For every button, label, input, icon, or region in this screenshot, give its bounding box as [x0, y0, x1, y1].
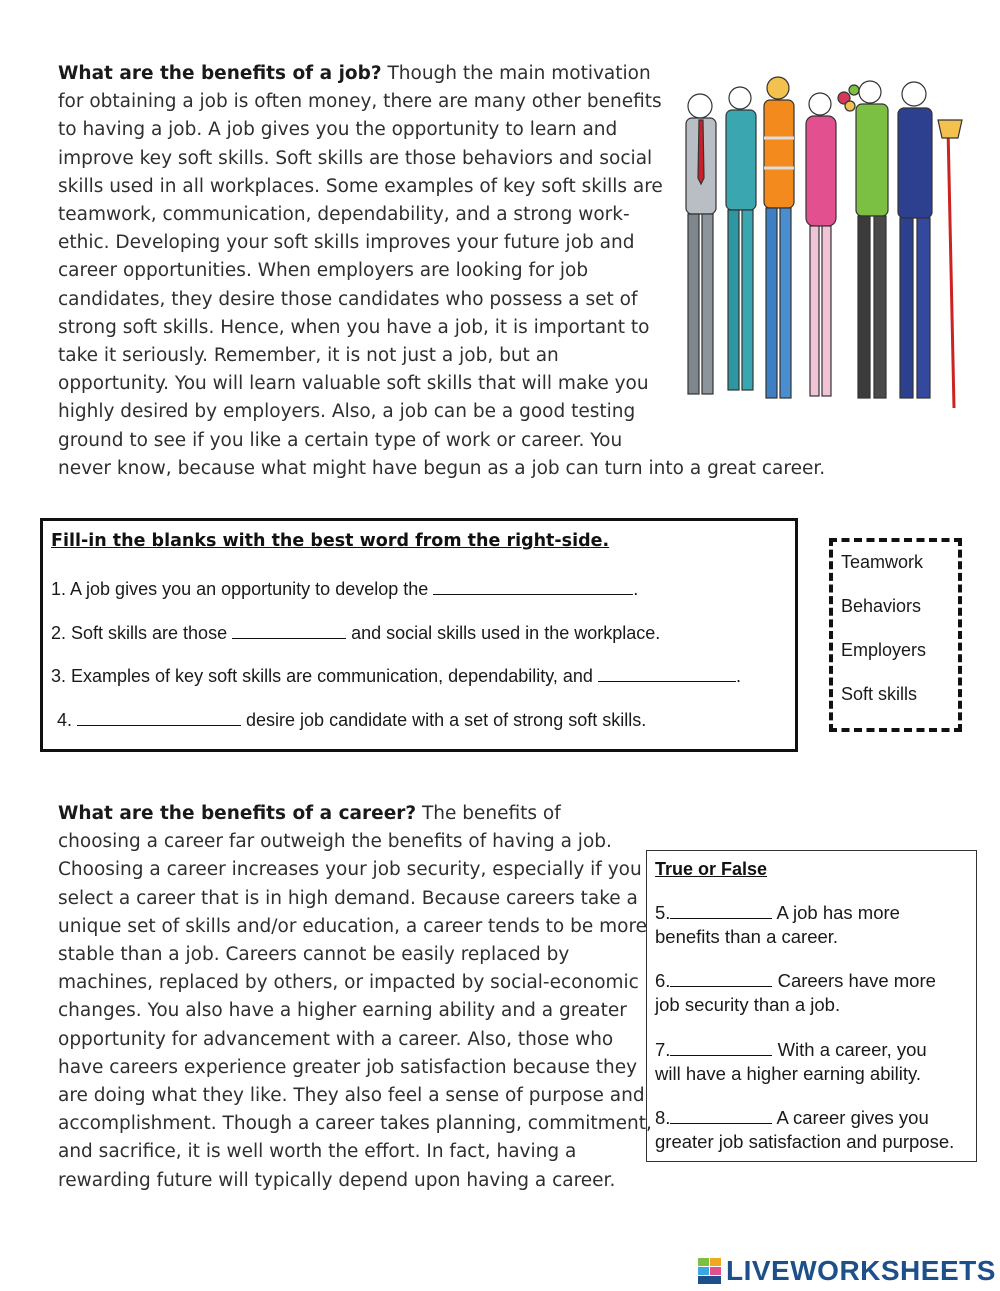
answer-blank-3[interactable]: [598, 664, 736, 682]
logo-icon: [698, 1258, 722, 1284]
tf-question-7: 7. With a career, you will have a higher earning ability.: [655, 1039, 927, 1084]
tf-blank-5[interactable]: [670, 901, 772, 919]
true-false-title: True or False: [655, 859, 768, 879]
liveworksheets-logo: [698, 1256, 996, 1286]
tf-blank-6[interactable]: [670, 969, 772, 987]
tf-blank-8[interactable]: [670, 1106, 772, 1124]
answer-blank-4[interactable]: [77, 708, 241, 726]
tf-question-8: 8. A career gives you greater job satisfaction and purpose.: [655, 1107, 955, 1152]
career-benefits-heading: What are the benefits of a career?: [58, 803, 417, 824]
tf-blank-7[interactable]: [670, 1038, 772, 1056]
question-3: 3. Examples of key soft skills are communication, dependability, and .: [51, 666, 741, 686]
true-false-box: [646, 850, 977, 1162]
word-bank-item: Behaviors: [841, 596, 922, 616]
job-benefits-heading: What are the benefits of a job?: [58, 63, 382, 84]
fill-in-box: [40, 518, 798, 752]
fill-in-title: Fill-in the blanks with the best word from the right-side.: [51, 531, 610, 551]
word-bank-item: Employers: [841, 640, 927, 660]
word-bank: [829, 538, 962, 732]
brand-name: LIVEWORKSHEETS: [726, 1255, 996, 1286]
answer-blank-2[interactable]: [232, 621, 346, 639]
job-benefits-paragraph: What are the benefits of a job? Though the main motivation for obtaining a job is often money, there are many other benefits to having a job. A job gives you the opportunity to learn and improve key soft skills. Soft skills are those behaviors and social skills used in all workplaces. Some examples of key soft skills are teamwork, communication, dependability, and a strong work- ethic. Developing your soft skills improves your future job and career opportunities. When employers are looking for job candidates, they desire those candidates who possess a set of strong soft skills. Hence, when you have a job, it is important to take it seriously. Remember, it is not just a job, but an opportunity. You will learn valuable soft skills that will make you highly desired by employers. Also, a job can be a good testing ground to see if you like a certain type of work or career. You never know, because what might have begun as a job can turn into a great career.: [58, 63, 826, 479]
career-benefits-paragraph: What are the benefits of a career? The benefits of choosing a career far outweigh the benefits of having a job. Choosing a career increases your job security, especially if you select a career that is in high demand. Because careers take a unique set of skills and/or education, a career tends to be more stable than a job. Careers cannot be easily replaced by machines, replaced by others, or impacted by social-economic changes. You also have a higher earning ability and a greater opportunity for advancement with a career. Also, those who have careers experience greater job satisfaction because they are doing what they like. They also feel a sense of purpose and accomplishment. Though a career takes planning, commitment, and sacrifice, it is well worth the effort. In fact, having a rewarding future will typically depend upon having a career.: [58, 803, 652, 1191]
word-bank-item: Soft skills: [841, 684, 918, 704]
question-1: 1. A job gives you an opportunity to develop the .: [51, 579, 639, 599]
tf-question-5: 5. A job has more benefits than a career.: [655, 902, 900, 947]
question-2: 2. Soft skills are those and social skills used in the workplace.: [51, 623, 661, 643]
question-4: 4. desire job candidate with a set of strong soft skills.: [57, 710, 647, 730]
tf-question-6: 6. Careers have more job security than a job.: [655, 970, 936, 1015]
workers-illustration: [672, 58, 970, 416]
answer-blank-1[interactable]: [433, 577, 633, 595]
word-bank-item: Teamwork: [841, 552, 924, 572]
